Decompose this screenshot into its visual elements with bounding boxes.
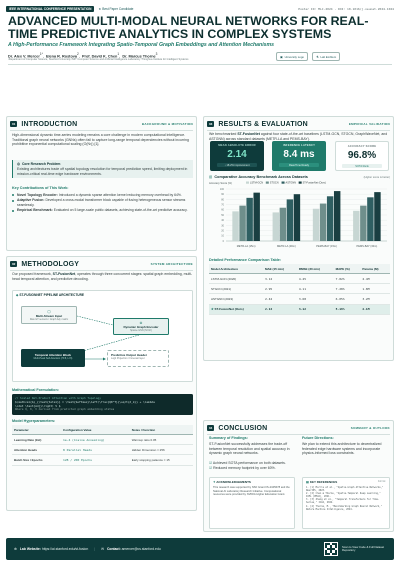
section-number: 01: [12, 122, 16, 126]
box-sub: Multi-Head Self-Attention (H=8, L=6): [33, 357, 73, 360]
hyperparameters-table-wrap: [12, 425, 193, 466]
box-title: Predictive Output Header: [111, 353, 148, 357]
qr-code[interactable]: [324, 542, 338, 556]
section-number: 03: [209, 122, 213, 126]
column-header: RMSE (30 min): [297, 264, 334, 274]
bar: [374, 192, 380, 241]
award-ribbon-icon: ✦: [213, 480, 217, 484]
mail-icon: ✉: [101, 547, 104, 551]
table-cell: Warmup ratio 0.05: [130, 435, 193, 445]
callout-body: Existing architectures trade off spatial topology resolution for temporal prediction speed, limiting deployment in mission-critical real-time edge hardware environments.: [17, 167, 188, 176]
table-cell: 4.45: [297, 274, 334, 284]
author-name: Elena R. Rostova: [45, 54, 77, 59]
methodology-body-post: , operates through three concurrent stages: spatial graph embedding, multi-head temporal attention, and predictive decoding.: [12, 272, 193, 281]
column-header: Parameter: [12, 425, 61, 435]
list-item: 4. [4] Thorne, M., "Benchmarking Graph Neural Network," Nature Machine Intelligence, 2024.: [306, 504, 383, 511]
table-cell: Hidden Dimension = 256: [130, 445, 193, 455]
bar: [320, 204, 326, 241]
section-header: [10, 260, 193, 268]
table-cell: 2.14: [263, 304, 297, 314]
section-number: 02: [12, 262, 16, 266]
author-name: Prof. David K. Chen: [81, 54, 118, 59]
stat-label: INFERENCE LATENCY: [282, 144, 316, 147]
callout-header: [17, 162, 189, 166]
table-cell: Learning Rate (Init): [12, 435, 61, 445]
box-title: Multi-Stream Input: [35, 314, 63, 318]
legend-swatch: [299, 182, 302, 184]
table-cell: 6.05%: [334, 294, 361, 304]
y-tick-label: 50: [221, 213, 224, 217]
hyperparameters-table: [12, 425, 193, 466]
section-tag: BACKGROUND & MOTIVATION: [141, 122, 193, 126]
contact-email-address[interactable]: amercer@cs.stanford.edu: [121, 547, 161, 551]
list-item: 2. [2] Chen & Thorne, "Spatio-Temporal Deep Learning," ICML (PMLR), 2021.: [306, 492, 381, 499]
graph-icon: ⊛: [139, 321, 143, 325]
table-row: [12, 435, 193, 445]
column-header: MAPE (%): [334, 264, 361, 274]
stat-label: MEAN ABSOLUTE ERROR: [218, 144, 256, 147]
logo-links: [276, 52, 340, 61]
legend-label: STGCN: [269, 181, 279, 185]
output-header-box: [107, 350, 169, 367]
stat-value: 96.8%: [347, 150, 377, 161]
x-tick-label: METR-LA (30m): [277, 245, 296, 248]
section-tag: EMPIRICAL VALIDATION: [348, 122, 390, 126]
ack-body: This research was supported by NSF Grant IIS-2345678 and the National AI Laboratory Research Initiative. Computational resources were provided by NVIDIA Higher Education Grant.: [213, 486, 290, 497]
code-line: $\mathcal{A}_{\text{total}} = \text{Softmax}\left(\frac{QK^T}{\sqrt{d_k}} + \lambda: [15, 399, 155, 404]
contribution-head: Adaptive Fusion:: [17, 198, 45, 203]
section-title: CONCLUSION: [218, 424, 268, 432]
contribution-text: Introduced a dynamic sparse attention kernel reducing memory overhead by 64%.: [58, 193, 182, 197]
author-name: Dr. Alex V. Mercer: [8, 54, 40, 59]
author-sup: 1*: [39, 52, 43, 56]
ack-title: ACKNOWLEDGEMENTS: [216, 480, 251, 484]
pipeline-title: ST-FUSIONNET PIPELINE ARCHITECTURE: [19, 293, 85, 297]
table-cell: Attention Heads: [12, 445, 61, 455]
bar: [294, 194, 300, 241]
table-cell: Early stopping patience = 15: [130, 455, 193, 465]
section-divider: [207, 434, 390, 435]
table-cell: 3.12: [297, 304, 334, 314]
ref-note: Full list:: [377, 480, 386, 483]
list-item: [12, 208, 193, 212]
table-header-row: [209, 264, 390, 274]
results-model-name: ST-FusionNet: [237, 132, 260, 136]
performance-table: [209, 264, 390, 315]
table-cell: 2.95: [263, 284, 297, 294]
table-row: [209, 294, 390, 304]
summary-checks: [209, 461, 295, 470]
table-cell: 8 Parallel Heads: [61, 445, 130, 455]
chart-icon: ▥: [209, 175, 213, 179]
stat-label: ACCURACY SCORE: [347, 145, 377, 148]
ref-header: [306, 480, 386, 484]
building-icon: ▣: [280, 54, 283, 59]
section-header: [10, 120, 193, 128]
section-divider: [207, 130, 390, 131]
methodology-body: [12, 272, 193, 281]
legend-label: ST-FusionNet (Ours): [302, 181, 326, 185]
award-text: Best Paper Candidate: [102, 7, 134, 11]
bar: [273, 212, 279, 241]
contact-label: Contact:: [106, 547, 121, 551]
layers-icon: ◈: [16, 293, 20, 297]
y-tick-label: 40: [221, 219, 224, 223]
core-problem-callout: [12, 160, 193, 178]
column-header: MAE (15 min): [263, 264, 297, 274]
check-icon: ☑: [209, 465, 214, 470]
y-tick-label: 20: [221, 229, 224, 233]
section-divider: [10, 130, 193, 131]
sensor-icon: ⬡: [47, 309, 51, 314]
results-body: [209, 132, 390, 141]
performance-table-wrap: [209, 264, 390, 315]
stat-sub: Real-Time Ready: [279, 163, 319, 167]
poster-subtitle: A High-Performance Framework Integrating Spatio-Temporal Graph Embeddings and Attention Mechanisms: [8, 42, 275, 48]
bar: [327, 196, 333, 241]
university-logo-button[interactable]: [276, 52, 308, 61]
results-section: [203, 116, 394, 361]
lab-emblem-label: Lab Emblem: [320, 54, 337, 59]
bar: [367, 197, 373, 241]
bar: [360, 206, 366, 241]
code-note: Where Q, K, V derived from predicted graph embedding states: [15, 407, 115, 412]
table-cell: 5.18%: [334, 304, 361, 314]
pipeline-arrows: [13, 291, 194, 383]
check-icon: ☑: [209, 461, 213, 465]
section-header: [207, 120, 390, 128]
intro-body: High-dimensional dynamic time-series modeling remains a core challenge in modern computational intelligence. Traditional graph neural networks (GNNs) often fail to capture long-range temporal dependencies without incurring prohibitive exponential computational scaling (O(N²)) [1].: [12, 133, 189, 147]
ref-title: KEY REFERENCES: [309, 480, 338, 484]
legend-swatch: [266, 182, 269, 184]
table-cell: 3.2M: [360, 294, 390, 304]
contributions-list: [12, 193, 193, 214]
summary-title: Summary of Findings:: [209, 436, 248, 440]
introduction-section: [6, 116, 197, 251]
table-cell: ASTGNN (2023): [209, 294, 263, 304]
bar: [246, 198, 252, 241]
qr-area: [324, 542, 386, 556]
table-cell: 128 / 200 Epochs: [61, 455, 130, 465]
code-comment: // Scaled Dot-Product Attention with Graph Topology: [15, 396, 101, 400]
list-item: [209, 466, 295, 471]
column-header: Configuration Value: [61, 425, 130, 435]
trophy-icon: ★: [98, 7, 103, 11]
legend-swatch: [282, 182, 285, 184]
check-text: Achieved SOTA performance on both datasets.: [212, 461, 286, 465]
graph-encoder-box: [113, 318, 169, 335]
mae-stat-card: [210, 141, 264, 171]
table-row: [209, 274, 390, 284]
bar: [239, 206, 245, 241]
methodology-model-name: ST-FusionNet: [52, 272, 76, 276]
author-sup: 2: [77, 52, 79, 56]
bar: [313, 209, 319, 241]
legend-swatch: [246, 182, 249, 184]
box-title: Dynamic Graph Encoder: [123, 325, 159, 329]
table-cell: LSTM-GCN (2020): [209, 274, 263, 284]
math-title: Mathematical Formulation:: [12, 388, 59, 392]
ack-header: [213, 480, 291, 484]
section-number: 04: [209, 426, 213, 430]
hyperparameters-title: Model Hyperparameters:: [12, 419, 56, 423]
footer-bar: [6, 538, 394, 560]
y-tick-label: 60: [221, 208, 224, 212]
summary-body: ST-FusionNet successfully addresses the trade-off between temporal resolution and spatial accuracy in dynamic graph neural networks.: [209, 442, 290, 456]
table-cell: 4.11: [297, 284, 334, 294]
contribution-head: Empirical Benchmark:: [17, 208, 53, 213]
conclusion-section: [203, 420, 394, 532]
check-text: Reduced memory footprint by over 60%.: [213, 465, 276, 470]
affiliations: ¹Department of Computer Science, Stanford University ²MIT Computer Science and Artificial Intelligence Laboratory ³Tsinghua Institute for Intelligent Systems: [8, 58, 189, 61]
table-row-highlight: [209, 304, 390, 314]
chart-title: Comparative Accuracy Benchmark Across Datasets: [214, 175, 308, 179]
section-title: RESULTS & EVALUATION: [218, 120, 308, 128]
acknowledgements-box: [209, 477, 295, 529]
x-tick-label: PEMS-BAY (15m): [316, 245, 337, 248]
y-tick-label: 90: [221, 193, 224, 197]
contact-email[interactable]: [107, 547, 161, 551]
target-icon: ◎: [17, 162, 20, 166]
author-sup: 1: [117, 52, 120, 56]
table-cell: 3.12: [263, 274, 297, 284]
book-icon: ▤: [306, 480, 309, 484]
lab-emblem-button[interactable]: [312, 52, 340, 61]
methodology-body-pre: Our proposed framework,: [12, 272, 53, 276]
author-list: Dr. Alex V. Mercer$^{1*}$, Elena R. Rostova$^2$, Prof. David K. Chen$^1$, Dr. Marcus Thorne$^3$: [8, 52, 158, 59]
table-cell: 7.28%: [334, 284, 361, 294]
stat-sub: SOTA Rank: [342, 164, 382, 168]
list-item: 3. [3] Zhang et al., "Temporal Transformers for Time-Series," ICLR, 2022.: [306, 498, 380, 505]
paper-id: Poster ID: MLC-2024 · DOI: 10.1016/j.neunet.2024.1024: [298, 7, 394, 11]
contributions-title: Key Contributions of This Work:: [12, 186, 69, 190]
box-sub: Sparse GNN (N=1K): [130, 329, 152, 332]
author-sup: 3: [155, 52, 158, 56]
column-header: Params (M): [360, 264, 390, 274]
author-name: Dr. Marcus Thorne: [122, 54, 156, 59]
bar: [334, 191, 340, 241]
lab-website-label: Lab Website:: [19, 547, 41, 551]
y-tick-label: 100: [219, 187, 224, 191]
box-title: Temporal Attention Block: [34, 353, 72, 357]
formula-code-block: [12, 394, 193, 415]
x-tick-label: PEMS-BAY (30m): [356, 245, 378, 248]
section-tag: SYSTEM ARCHITECTURE: [150, 262, 193, 266]
future-title: Future Directions:: [302, 436, 334, 440]
stat-value: 2.14: [227, 149, 247, 160]
section-title: INTRODUCTION: [21, 120, 78, 128]
section-title: METHODOLOGY: [21, 260, 80, 268]
input-box: [21, 306, 77, 324]
table-cell: 1e-4 (Cosine Annealing): [61, 435, 130, 445]
list-item: 1. [1] Morris et al., "Spatio-Graph Attentive Networks," NeurIPS, 2023.: [306, 486, 384, 493]
legend-label: ASTGNN: [285, 181, 296, 185]
legend-label: LSTM-GCN: [250, 181, 264, 185]
chart-header: [209, 175, 390, 179]
column-header: Notes / Function: [130, 425, 193, 435]
table-row: [12, 445, 193, 455]
award-label: [98, 7, 133, 11]
contribution-head: Novel Topology Encoder:: [17, 193, 58, 197]
y-tick-label: 30: [221, 224, 224, 228]
list-item: [12, 198, 193, 207]
lab-website[interactable]: [20, 547, 88, 551]
bar: [232, 211, 238, 241]
results-body-pre: We benchmarked: [209, 132, 238, 136]
y-tick-label: 0: [222, 239, 224, 243]
poster-title: ADVANCED MULTI-MODAL NEURAL NETWORKS FOR REAL-TIME PREDICTIVE ANALYTICS IN COMPLEX SYSTEMS: [8, 14, 369, 41]
performance-table-title: Detailed Performance Comparison Table:: [209, 258, 282, 262]
stat-sub: ↓ 18.2% improvement: [217, 163, 257, 167]
flask-icon: ⚗: [315, 54, 319, 59]
results-body-post: against four state-of-the-art baselines (LSTM-GCN, STGCN, GraphWaveNet, and ASTGNN) across standard datasets (METR-LA and PEMS-BAY).: [209, 132, 388, 141]
attention-block-box: [21, 349, 85, 367]
section-header: [207, 424, 390, 432]
section-tag: SUMMARY & OUTLOOK: [350, 426, 390, 430]
contribution-text: Evaluated on 5 large-scale public datasets, achieving state-of-the-art predictive accuracy.: [53, 208, 188, 213]
box-sub: Logit Projection / Forecast layer: [111, 357, 145, 360]
chart-note: (Higher score is better): [363, 175, 390, 179]
university-logo-label: University Logo: [284, 54, 304, 59]
contribution-text: Developed a cross-modal transformer block capable of fusing heterogeneous sensor streams seamlessly.: [17, 198, 186, 207]
y-axis-label: Accuracy Score (%): [209, 182, 232, 185]
table-cell: 7.82%: [334, 274, 361, 284]
bar: [280, 208, 286, 241]
qr-caption: Scan to View Code & Full Dataset Repository: [342, 544, 385, 552]
table-row: [209, 284, 390, 294]
table-header-row: [12, 425, 193, 435]
column-header: Model Architecture: [209, 264, 263, 274]
top-bar: [6, 6, 394, 12]
box-sub: Raw IoT sensors / Graph Adj. matrix: [29, 318, 69, 321]
bar: [353, 211, 359, 241]
lab-website-url[interactable]: https://ai.stanford.edu/st-fusion: [41, 547, 89, 551]
bar: [253, 193, 259, 241]
table-row: [12, 455, 193, 465]
methodology-section: [6, 256, 197, 511]
y-tick-label: 80: [221, 198, 224, 202]
header-divider: [8, 64, 392, 65]
star-icon: ★: [211, 307, 215, 312]
table-cell-text: ST-FusionNet (Ours): [214, 307, 244, 312]
future-body: We plan to extend this architecture to decentralized federated edge hardware systems and incorporate physics-informed loss constraints.: [302, 442, 382, 456]
list-item: [12, 193, 193, 197]
table-cell: 2.4M: [360, 274, 390, 284]
table-cell: [209, 304, 263, 314]
table-cell: 2.1M: [360, 304, 390, 314]
table-cell: 3.68: [297, 294, 334, 304]
y-tick-label: 10: [221, 234, 224, 238]
latency-stat-card: [272, 141, 326, 171]
table-cell: 2.42: [263, 294, 297, 304]
references-box: [302, 477, 390, 529]
pipeline-diagram: [12, 290, 193, 382]
bar: [287, 199, 293, 241]
globe-icon: ⊕: [14, 547, 17, 551]
conference-badge: IEEE INTERNATIONAL CONFERENCE PRESENTATION: [6, 6, 94, 12]
stat-value: 8.4 ms: [283, 149, 315, 160]
y-tick-label: 70: [221, 203, 224, 207]
x-tick-label: METR-LA (15m): [236, 245, 256, 248]
table-cell: STGCN (2021): [209, 284, 263, 294]
table-cell: Batch Size / Epochs: [12, 455, 61, 465]
callout-title: Core Research Problem: [21, 162, 61, 166]
code-line: \cdot \text{Adj}\right) V $: [15, 403, 61, 408]
section-divider: [10, 270, 193, 271]
table-cell: 1.8M: [360, 284, 390, 294]
benchmark-bar-chart: [208, 180, 391, 250]
footer-separator: |: [94, 547, 96, 551]
accuracy-stat-card: [335, 141, 389, 171]
